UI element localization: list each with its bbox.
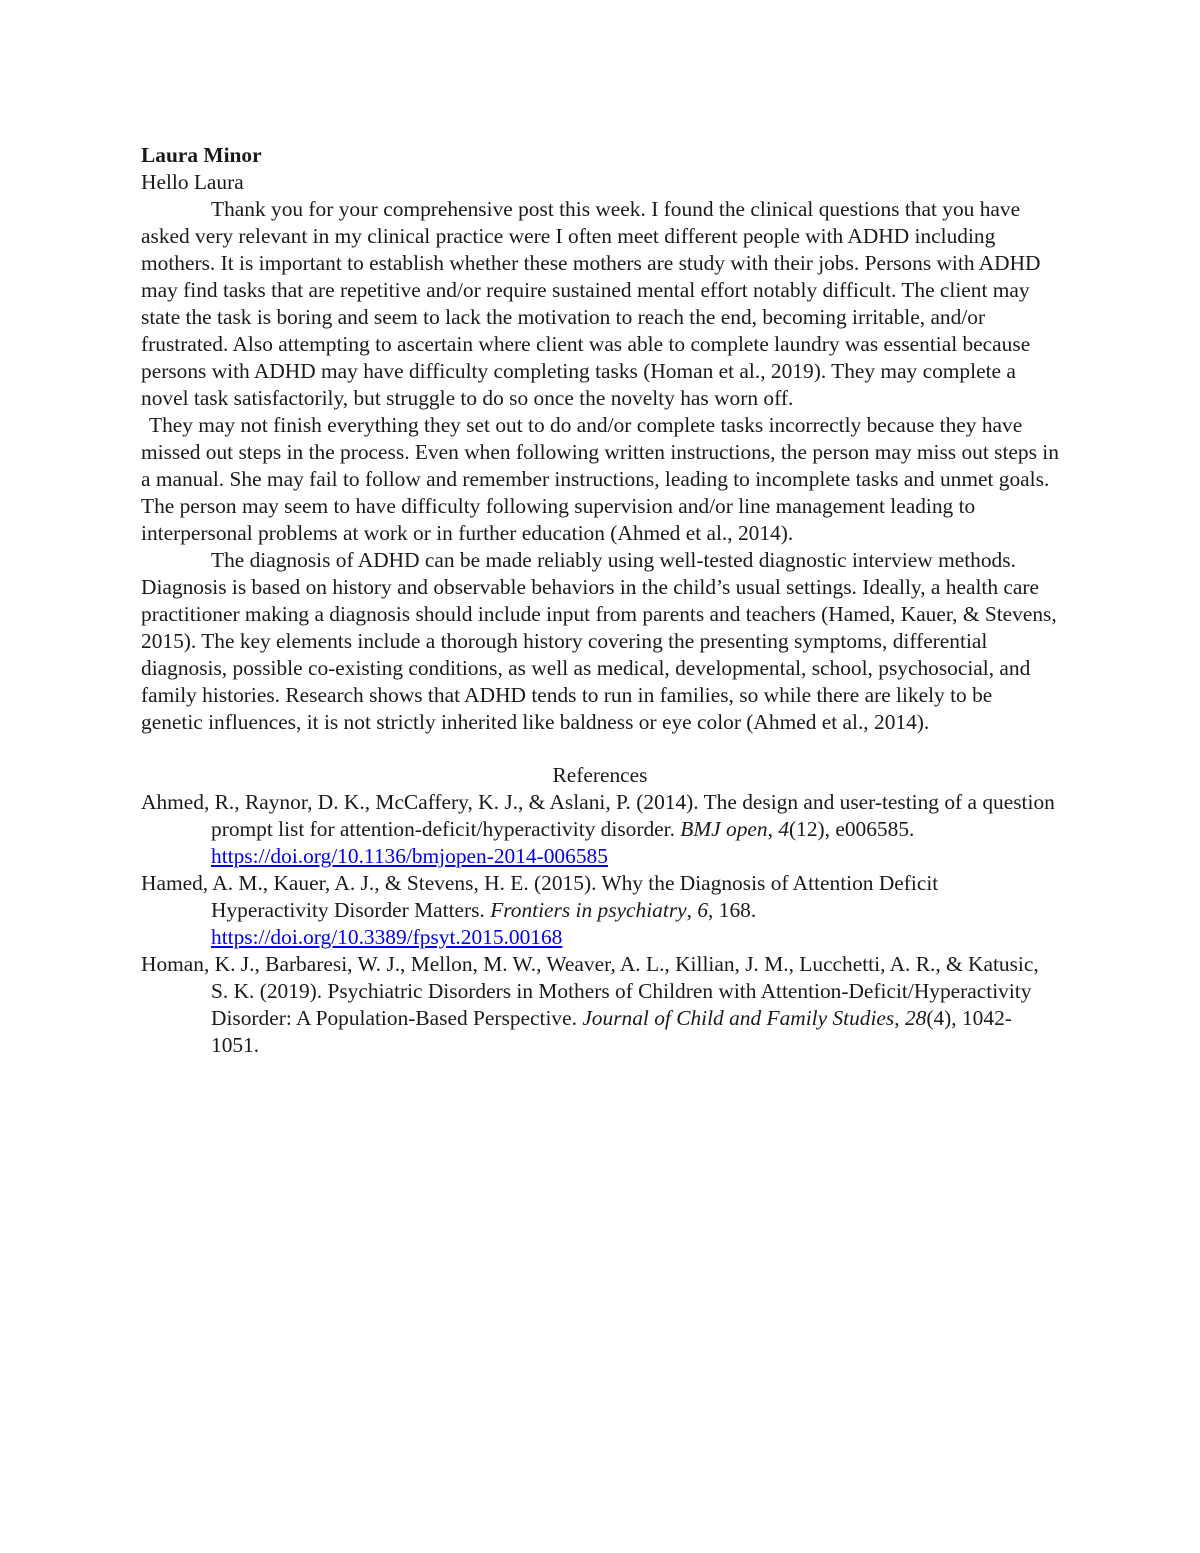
references-heading: References: [552, 763, 648, 787]
reference-text: Hamed, A. M., Kauer, A. J., & Stevens, H. E. (2015). Why the Diagnosis of Attention Deficit Hyperactivity Disorder Matters.: [141, 871, 939, 922]
reference-separator: ,: [894, 1006, 905, 1030]
reference-separator: ,: [686, 898, 698, 922]
reference-text: Homan, K. J., Barbaresi, W. J., Mellon, M. W., Weaver, A. L., Killian, J. M., Lucchetti, A. R., & Katusic, S. K. (2019). Psychiatric Disorders in Mothers of Children with Attention-Deficit/Hyperactivity Disorder: A Population-Based Perspective.: [141, 952, 1039, 1030]
reference-volume: 28: [904, 1006, 927, 1030]
reference-journal: Journal of Child and Family Studies: [582, 1006, 895, 1030]
reference-volume: 6: [697, 898, 709, 922]
reference-details: (4), 1042-1051.: [211, 1006, 1012, 1057]
reference-details: , 168.: [708, 898, 757, 922]
author-name: Laura Minor: [141, 143, 262, 167]
reference-volume: 4: [778, 817, 790, 841]
greeting: Hello Laura: [141, 170, 244, 194]
reference-details: (12), e006585.: [789, 817, 915, 841]
reference-entry-2: [141, 870, 1059, 951]
reference-doi-link[interactable]: https://doi.org/10.3389/fpsyt.2015.00168: [211, 925, 563, 949]
reference-separator: ,: [767, 817, 779, 841]
reference-doi-link[interactable]: https://doi.org/10.1136/bmjopen-2014-006585: [211, 844, 608, 868]
reference-entry-3: [141, 951, 1059, 1059]
section-spacer: [141, 736, 1059, 762]
reference-entry-1: [141, 789, 1059, 870]
reference-text: Ahmed, R., Raynor, D. K., McCaffery, K. J., & Aslani, P. (2014). The design and user-testing of a question prompt list for attention-deficit/hyperactivity disorder.: [141, 790, 1055, 841]
body-paragraph-2: They may not finish everything they set out to do and/or complete tasks incorrectly because they have missed out steps in the process. Even when following written instructions, the person may miss out steps in a manual. She may fail to follow and remember instructions, leading to incomplete tasks and unmet goals. The person may seem to have difficulty following supervision and/or line management leading to interpersonal problems at work or in further education (Ahmed et al., 2014).: [141, 413, 1059, 545]
reference-journal: Frontiers in psychiatry: [490, 898, 687, 922]
reference-journal: BMJ open: [680, 817, 768, 841]
body-paragraph-3: The diagnosis of ADHD can be made reliably using well-tested diagnostic interview methods. Diagnosis is based on history and observable behaviors in the child’s usual settings. Ideally, a health care practitioner making a diagnosis should include input from parents and teachers (Hamed, Kauer, & Stevens, 2015). The key elements include a thorough history covering the presenting symptoms, differential diagnosis, possible co-existing conditions, as well as medical, developmental, school, psychosocial, and family histories. Research shows that ADHD tends to run in families, so while there are likely to be genetic influences, it is not strictly inherited like baldness or eye color (Ahmed et al., 2014).: [141, 548, 1057, 734]
document-page: [141, 142, 1059, 1059]
body-paragraph-1: Thank you for your comprehensive post this week. I found the clinical questions that you have asked very relevant in my clinical practice were I often meet different people with ADHD including mothers. It is important to establish whether these mothers are study with their jobs. Persons with ADHD may find tasks that are repetitive and/or require sustained mental effort notably difficult. The client may state the task is boring and seem to lack the motivation to reach the end, becoming irritable, and/or frustrated. Also attempting to ascertain where client was able to complete laundry was essential because persons with ADHD may have difficulty completing tasks (Homan et al., 2019). They may complete a novel task satisfactorily, but struggle to do so once the novelty has worn off.: [141, 197, 1041, 410]
